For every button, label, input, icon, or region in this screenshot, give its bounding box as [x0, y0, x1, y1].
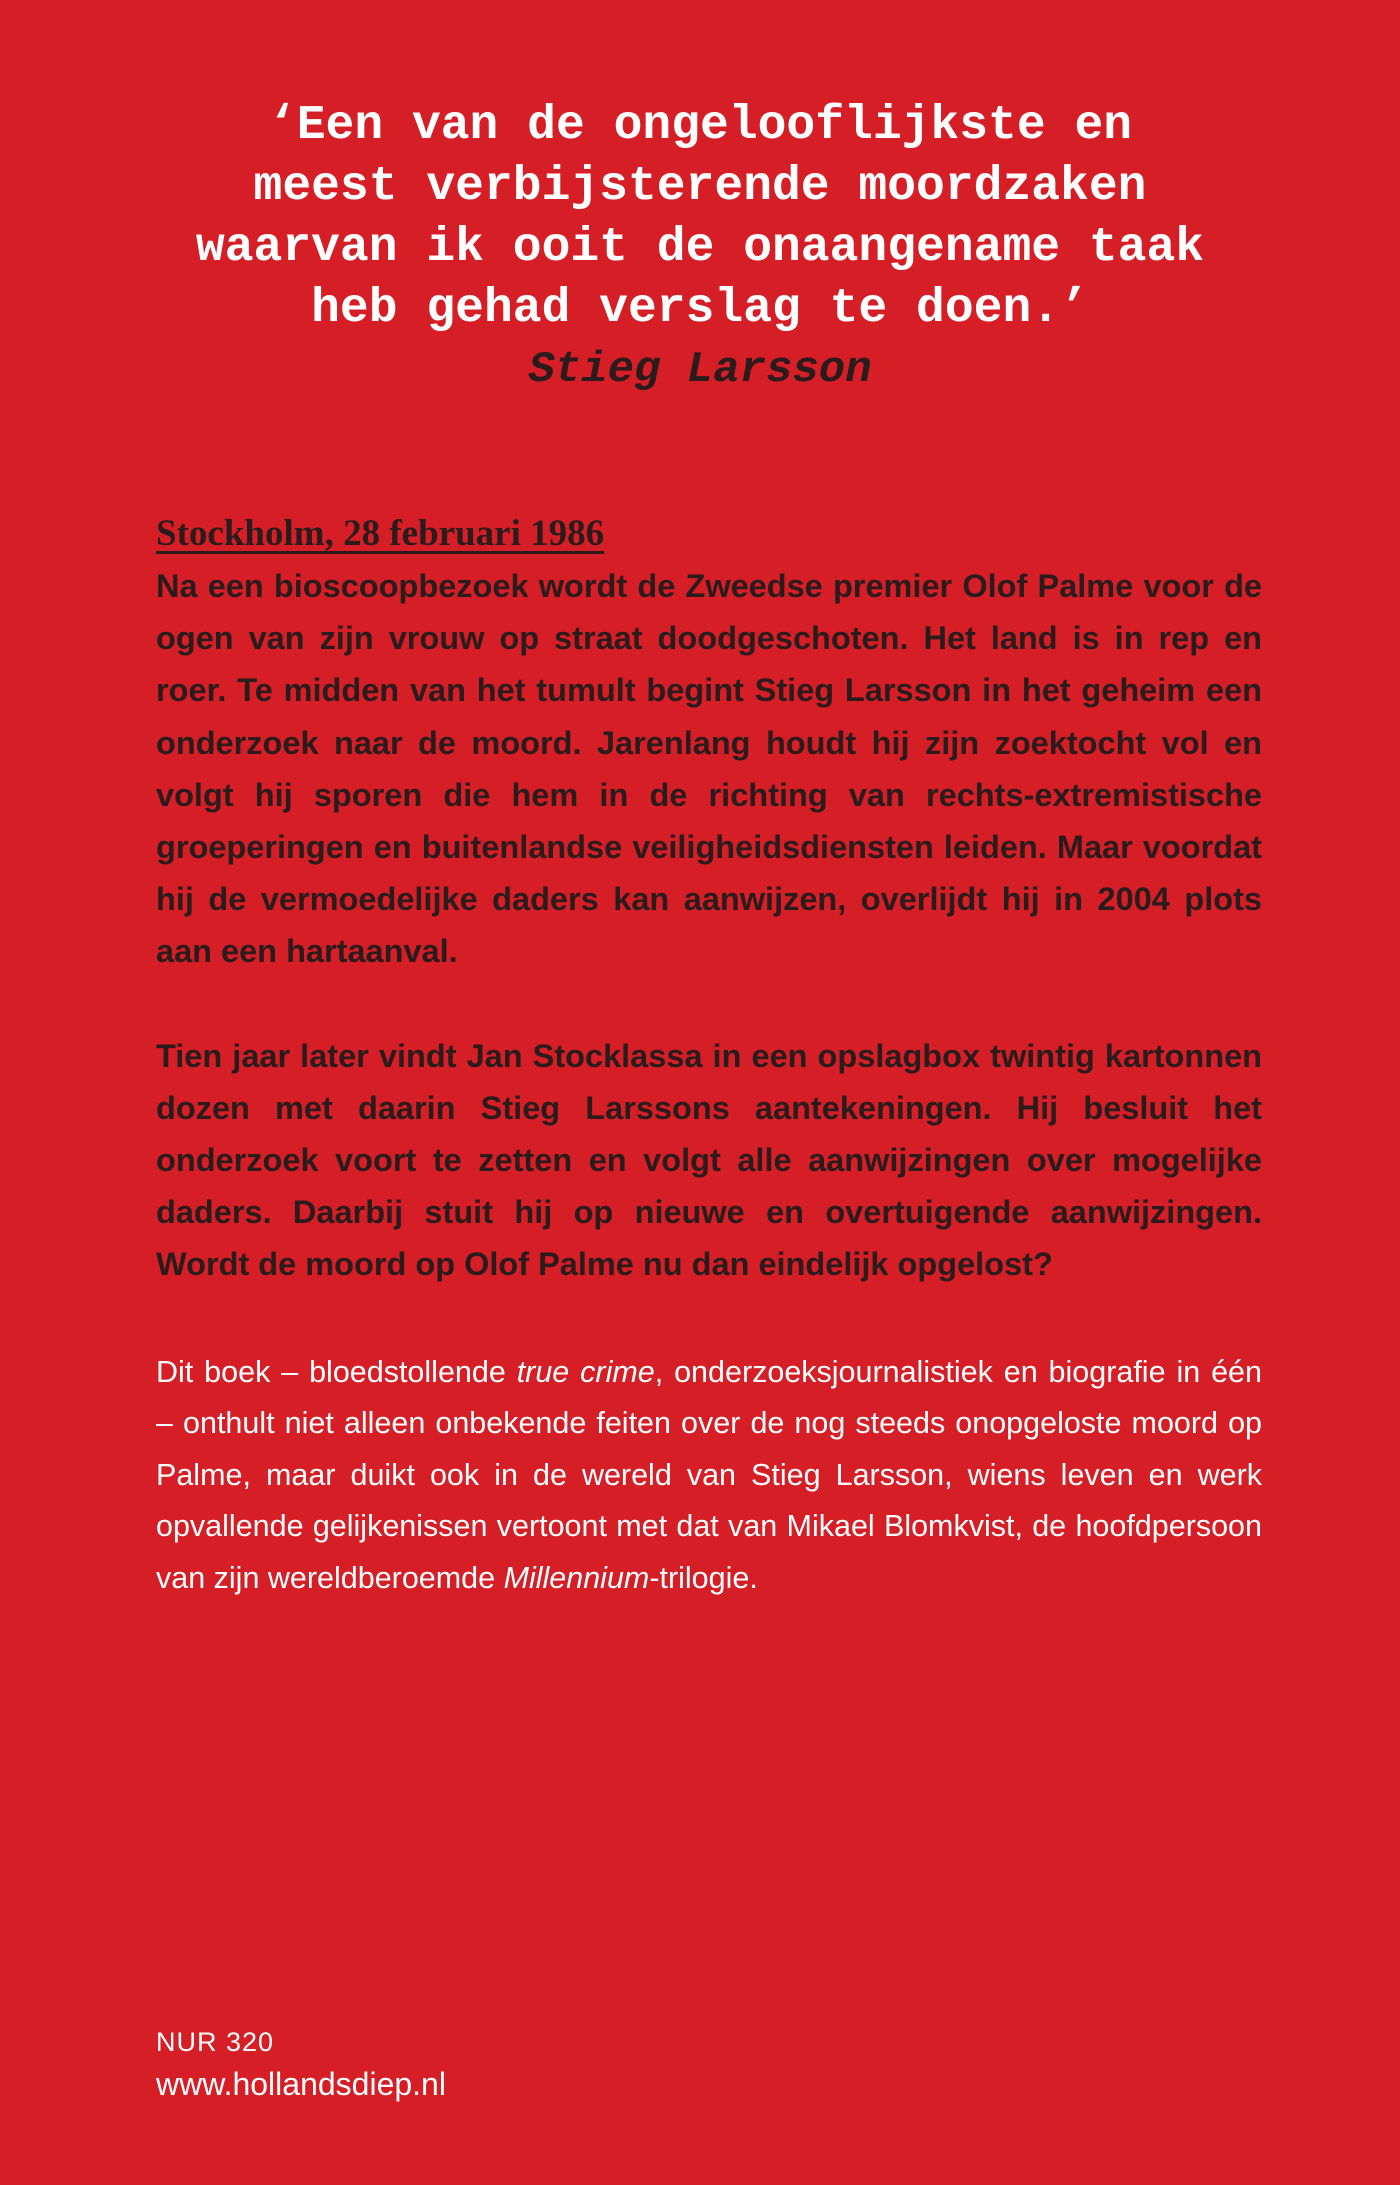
back-cover-quote [100, 96, 1300, 401]
paragraph-3-part-3: -trilogie. [649, 1561, 758, 1596]
paragraph-3-italic-true-crime: true crime [516, 1354, 655, 1389]
paragraph-3-part-1: Dit boek – bloedstollende [156, 1354, 517, 1389]
blurb-paragraph-2: Tien jaar later vindt Jan Stocklassa in een opslagbox twintig kartonnen dozen met daarin Stieg Larssons aantekeningen. Hij besluit het onderzoek voort te zetten en volgt alle aanwijzingen over mogelijke daders. Daarbij stuit hij op nieuwe en overtuigende aanwijzingen. Wordt de moord op Olof Palme nu dan eindelijk opgelost? [156, 1037, 1262, 1283]
quote-line-1: ‘Een van de ongelooflijkste en [267, 99, 1133, 153]
blurb-heading: Stockholm, 28 februari 1986 [156, 513, 605, 554]
paragraph-3-part-2: , onderzoeksjournalistiek en biografie in één – onthult niet alleen onbekende feiten over de nog steeds onopgeloste moord op Palme, maar duikt ook in de wereld van Stieg Larsson, wiens leven en werk opvallende gelijkenissen vertoont met dat van Mikael Blomkvist, de hoofdpersoon van zijn wereldberoemde [156, 1354, 1262, 1596]
blurb-content [156, 508, 1262, 1605]
blurb-paragraph-1: Na een bioscoopbezoek wordt de Zweedse premier Olof Palme voor de ogen van zijn vrouw op straat doodgeschoten. Het land is in rep en roer. Te midden van het tumult begint Stieg Larsson in het geheim een onderzoek naar de moord. Jarenlang houdt hij zijn zoektocht vol en volgt hij sporen die hem in de richting van rechts-extremistische groeperingen en buitenlandse veiligheidsdiensten leiden. Maar voordat hij de vermoedelijke daders kan aanwijzen, overlijdt hij in 2004 plots aan een hartaanval. [156, 568, 1262, 970]
quote-line-2: meest verbijsterende moordzaken [253, 160, 1147, 214]
publisher-footer [156, 2022, 446, 2106]
quote-line-4: heb gehad verslag te doen.’ [311, 282, 1089, 336]
paragraph-3-italic-millennium: Millennium [503, 1561, 650, 1596]
quote-attribution: Stieg Larsson [528, 345, 872, 395]
nur-code: NUR 320 [156, 2027, 275, 2057]
blurb-paragraph-3 [156, 1347, 1262, 1605]
quote-line-3: waarvan ik ooit de onaangename taak [195, 221, 1205, 275]
publisher-website: www.hollandsdiep.nl [156, 2066, 446, 2102]
